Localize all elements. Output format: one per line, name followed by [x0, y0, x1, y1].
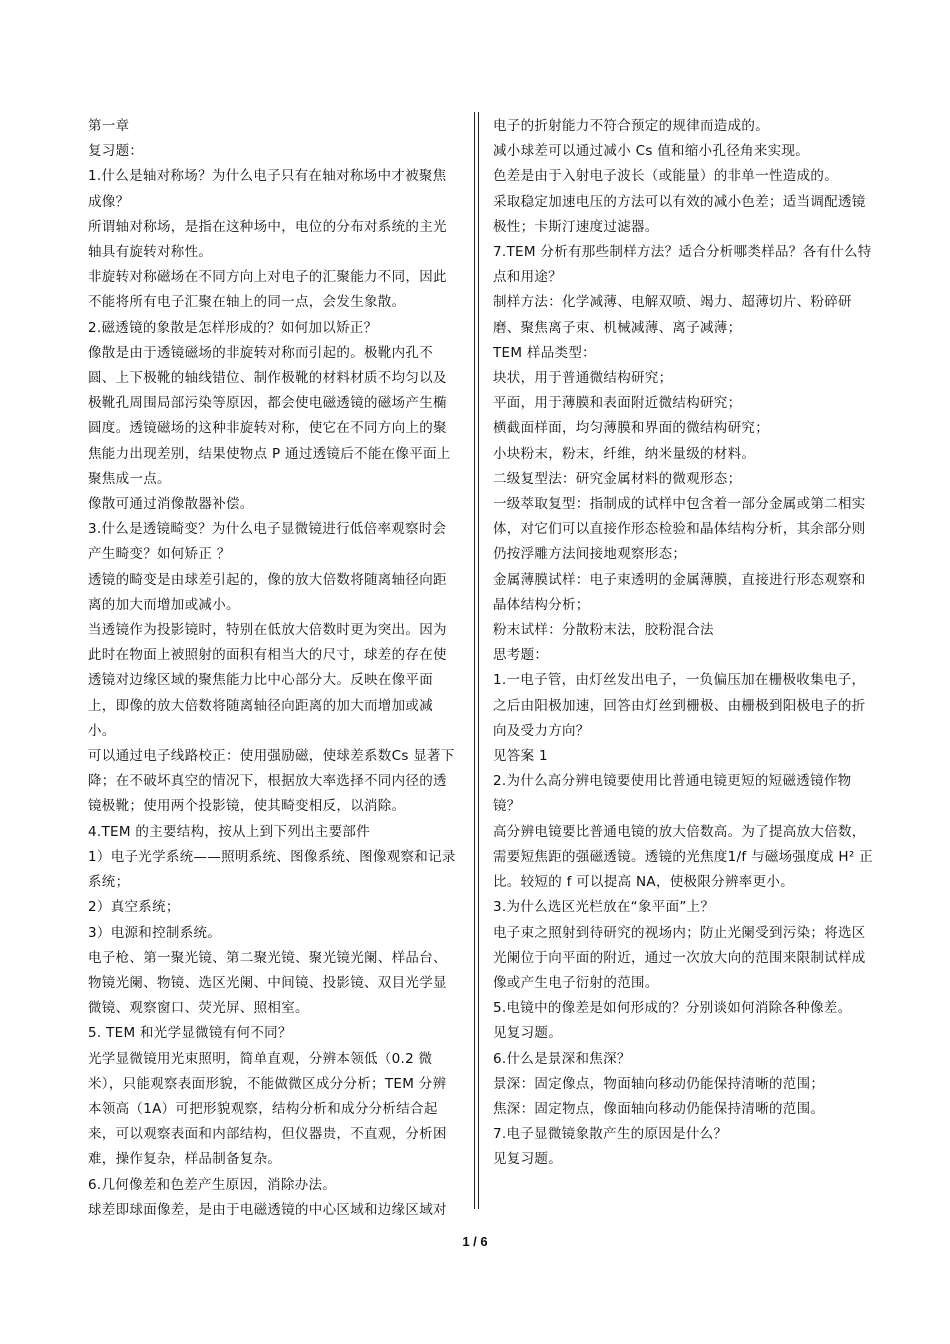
question: 2.磁透镜的象散是怎样形成的？如何加以矫正？	[88, 319, 378, 336]
answer-paragraph: 高分辨电镜要比普通电镜的放大倍数高。为了提高放大倍数，需要短焦距的强磁透镜。透镜的光焦度1/f 与磁场强度成 H² 正比。较短的 f 可以提高 NA，使极限分辨率更小。	[493, 823, 873, 891]
answer-paragraph: 制样方法：化学减薄、电解双喷、竭力、超薄切片、粉碎研磨、聚焦离子束、机械减薄、离子减薄；	[493, 294, 852, 336]
question: 2.为什么高分辨电镜要使用比普通电镜更短的短磁透镜作物镜？	[493, 773, 852, 815]
answer-paragraph: 电子束之照射到待研究的视场内；防止光阑受到污染；将选区光阑位于向平面的附近，通过一次放大向的范围来限制试样成像或产生电子衍射的范围。	[493, 924, 866, 991]
answer-paragraph: 可以通过电子线路校正：使用强励磁，使球差系数Cs 显著下降；在不破坏真空的情况下，根据放大率选择不同内径的透镜极靴；使用两个投影镜，使其畸变相反，以消除。	[88, 748, 455, 815]
chapter-heading: 第一章	[88, 118, 130, 134]
answer-paragraph: 色差是由于入射电子波长（或能量）的非单一性造成的。	[493, 168, 838, 185]
question: 3.为什么选区光栏放在“象平面”上？	[493, 899, 715, 916]
answer-paragraph: 非旋转对称磁场在不同方向上对电子的汇聚能力不同，因此不能将所有电子汇聚在轴上的同一点，会发生象散。	[88, 269, 447, 311]
answer-paragraph: 当透镜作为投影镜时，特别在低放大倍数时更为突出。因为此时在物面上被照射的面积有相当大的尺寸，球差的存在使透镜对边缘区域的聚焦能力比中心部分大。反映在像平面上，即像的放大倍数将随离轴径向距离的加大而增加或减小。	[88, 622, 447, 739]
answer-paragraph: 2）真空系统；	[88, 899, 180, 916]
answer-paragraph: 像散是由于透镜磁场的非旋转对称而引起的。极靴内孔不圆、上下极靴的轴线错位、制作极靴的材料材质不均匀以及极靴孔周围局部污染等原因，都会使电磁透镜的磁场产生椭圆度。透镜磁场的这种非旋转对称，使它在不同方向上的聚焦能力出现差别，结果使物点 P 通过透镜后不能在像平面上聚焦成一点。	[88, 344, 451, 487]
question: 4.TEM 的主要结构，按从上到下列出主要部件	[88, 823, 370, 840]
answer-paragraph: 采取稳定加速电压的方法可以有效的减小色差；适当调配透镜极性；卡斯汀速度过滤器。	[493, 193, 866, 235]
answer-paragraph: 电子的折射能力不符合预定的规律而造成的。	[493, 118, 769, 134]
answer-paragraph: 粉末试样：分散粉末法，胶粉混合法	[493, 622, 714, 639]
question: 3.什么是透镜畸变？为什么电子显微镜进行低倍率观察时会产生畸变？如何矫正 ？	[88, 521, 447, 563]
column-divider	[478, 112, 479, 1209]
right-column	[493, 114, 878, 1173]
answer-paragraph: 横截面样面，均匀薄膜和界面的微结构研究；	[493, 420, 769, 437]
question: 5.电镜中的像差是如何形成的？分别谈如何消除各种像差。	[493, 1000, 852, 1017]
answer-paragraph: 光学显微镜用光束照明，简单直观，分辨本领低（0.2 微米），只能观察表面形貌，不能做微区成分分析；TEM 分辨本领高（1A）可把形貌观察，结构分析和成分分析结合起来，可以观察表面和内部结构，但仪器贵，不直观，分析困难，操作复杂，样品制备复杂。	[88, 1050, 447, 1168]
question: 7.TEM 分析有那些制样方法？适合分析哪类样品？各有什么特点和用途？	[493, 244, 872, 286]
question: 6.什么是景深和焦深？	[493, 1050, 631, 1067]
answer-paragraph: 像散可通过消像散器补偿。	[88, 496, 254, 513]
answer-paragraph: 电子枪、第一聚光镜、第二聚光镜、聚光镜光阑、样品台、物镜光阑、物镜、选区光阑、中间镜、投影镜、双目光学显微镜、观察窗口、荧光屏、照相室。	[88, 949, 447, 1017]
answer-paragraph: 二级复型法：研究金属材料的微观形态；	[493, 470, 742, 487]
answer-paragraph: 平面，用于薄膜和表面附近微结构研究；	[493, 395, 742, 412]
answer-paragraph: 1）电子光学系统——照明系统、图像系统、图像观察和记录系统；	[88, 848, 456, 891]
answer-paragraph: 金属薄膜试样：电子束透明的金属薄膜，直接进行形态观察和晶体结构分析；	[493, 571, 866, 613]
answer-paragraph: 球差即球面像差，是由于电磁透镜的中心区域和边缘区域对	[88, 1201, 447, 1218]
column-divider	[474, 112, 475, 1209]
question: 6.几何像差和色差产生原因，消除办法。	[88, 1176, 337, 1193]
answer-paragraph: 焦深：固定物点，像面轴向移动仍能保持清晰的范围。	[493, 1100, 825, 1117]
answer-paragraph: 景深：固定像点，物面轴向移动仍能保持清晰的范围；	[493, 1075, 825, 1092]
answer-paragraph: 见复习题。	[493, 1025, 562, 1042]
answer-paragraph: 透镜的畸变是由球差引起的，像的放大倍数将随离轴径向距离的加大而增加或减小。	[88, 571, 447, 613]
answer-paragraph: 小块粉末，粉末，纤维，纳米量级的材料。	[493, 445, 756, 462]
question: 1.什么是轴对称场？为什么电子只有在轴对称场中才被聚焦成像？	[88, 168, 447, 210]
answer-paragraph: 见复习题。	[493, 1151, 562, 1168]
answer-paragraph: 3）电源和控制系统。	[88, 924, 222, 941]
answer-paragraph: 所谓轴对称场，是指在这种场中，电位的分布对系统的主光轴具有旋转对称性。	[88, 218, 447, 261]
question: 7.电子显微镜象散产生的原因是什么？	[493, 1126, 728, 1143]
question: 1.一电子管，由灯丝发出电子，一负偏压加在栅极收集电子，之后由阳极加速，回答由灯丝到栅极、由栅极到阳极电子的折向及受力方向？	[493, 672, 866, 739]
answer-paragraph: 一级萃取复型：指制成的试样中包含着一部分金属或第二相实体，对它们可以直接作形态检验和晶体结构分析，其余部分则仍按浮雕方法间接地观察形态；	[493, 496, 866, 563]
answer-paragraph: 见答案 1	[493, 748, 548, 765]
answer-paragraph: 减小球差可以通过减小 Cs 值和缩小孔径角来实现。	[493, 143, 810, 160]
question: 5. TEM 和光学显微镜有何不同？	[88, 1025, 292, 1042]
section-heading: 思考题：	[493, 647, 549, 664]
answer-paragraph: 块状，用于普通微结构研究；	[493, 370, 673, 387]
section-heading: 复习题：	[88, 143, 144, 160]
answer-paragraph: TEM 样品类型：	[493, 344, 596, 361]
left-column	[88, 114, 460, 1223]
page-number: 1 / 6	[462, 1234, 488, 1249]
